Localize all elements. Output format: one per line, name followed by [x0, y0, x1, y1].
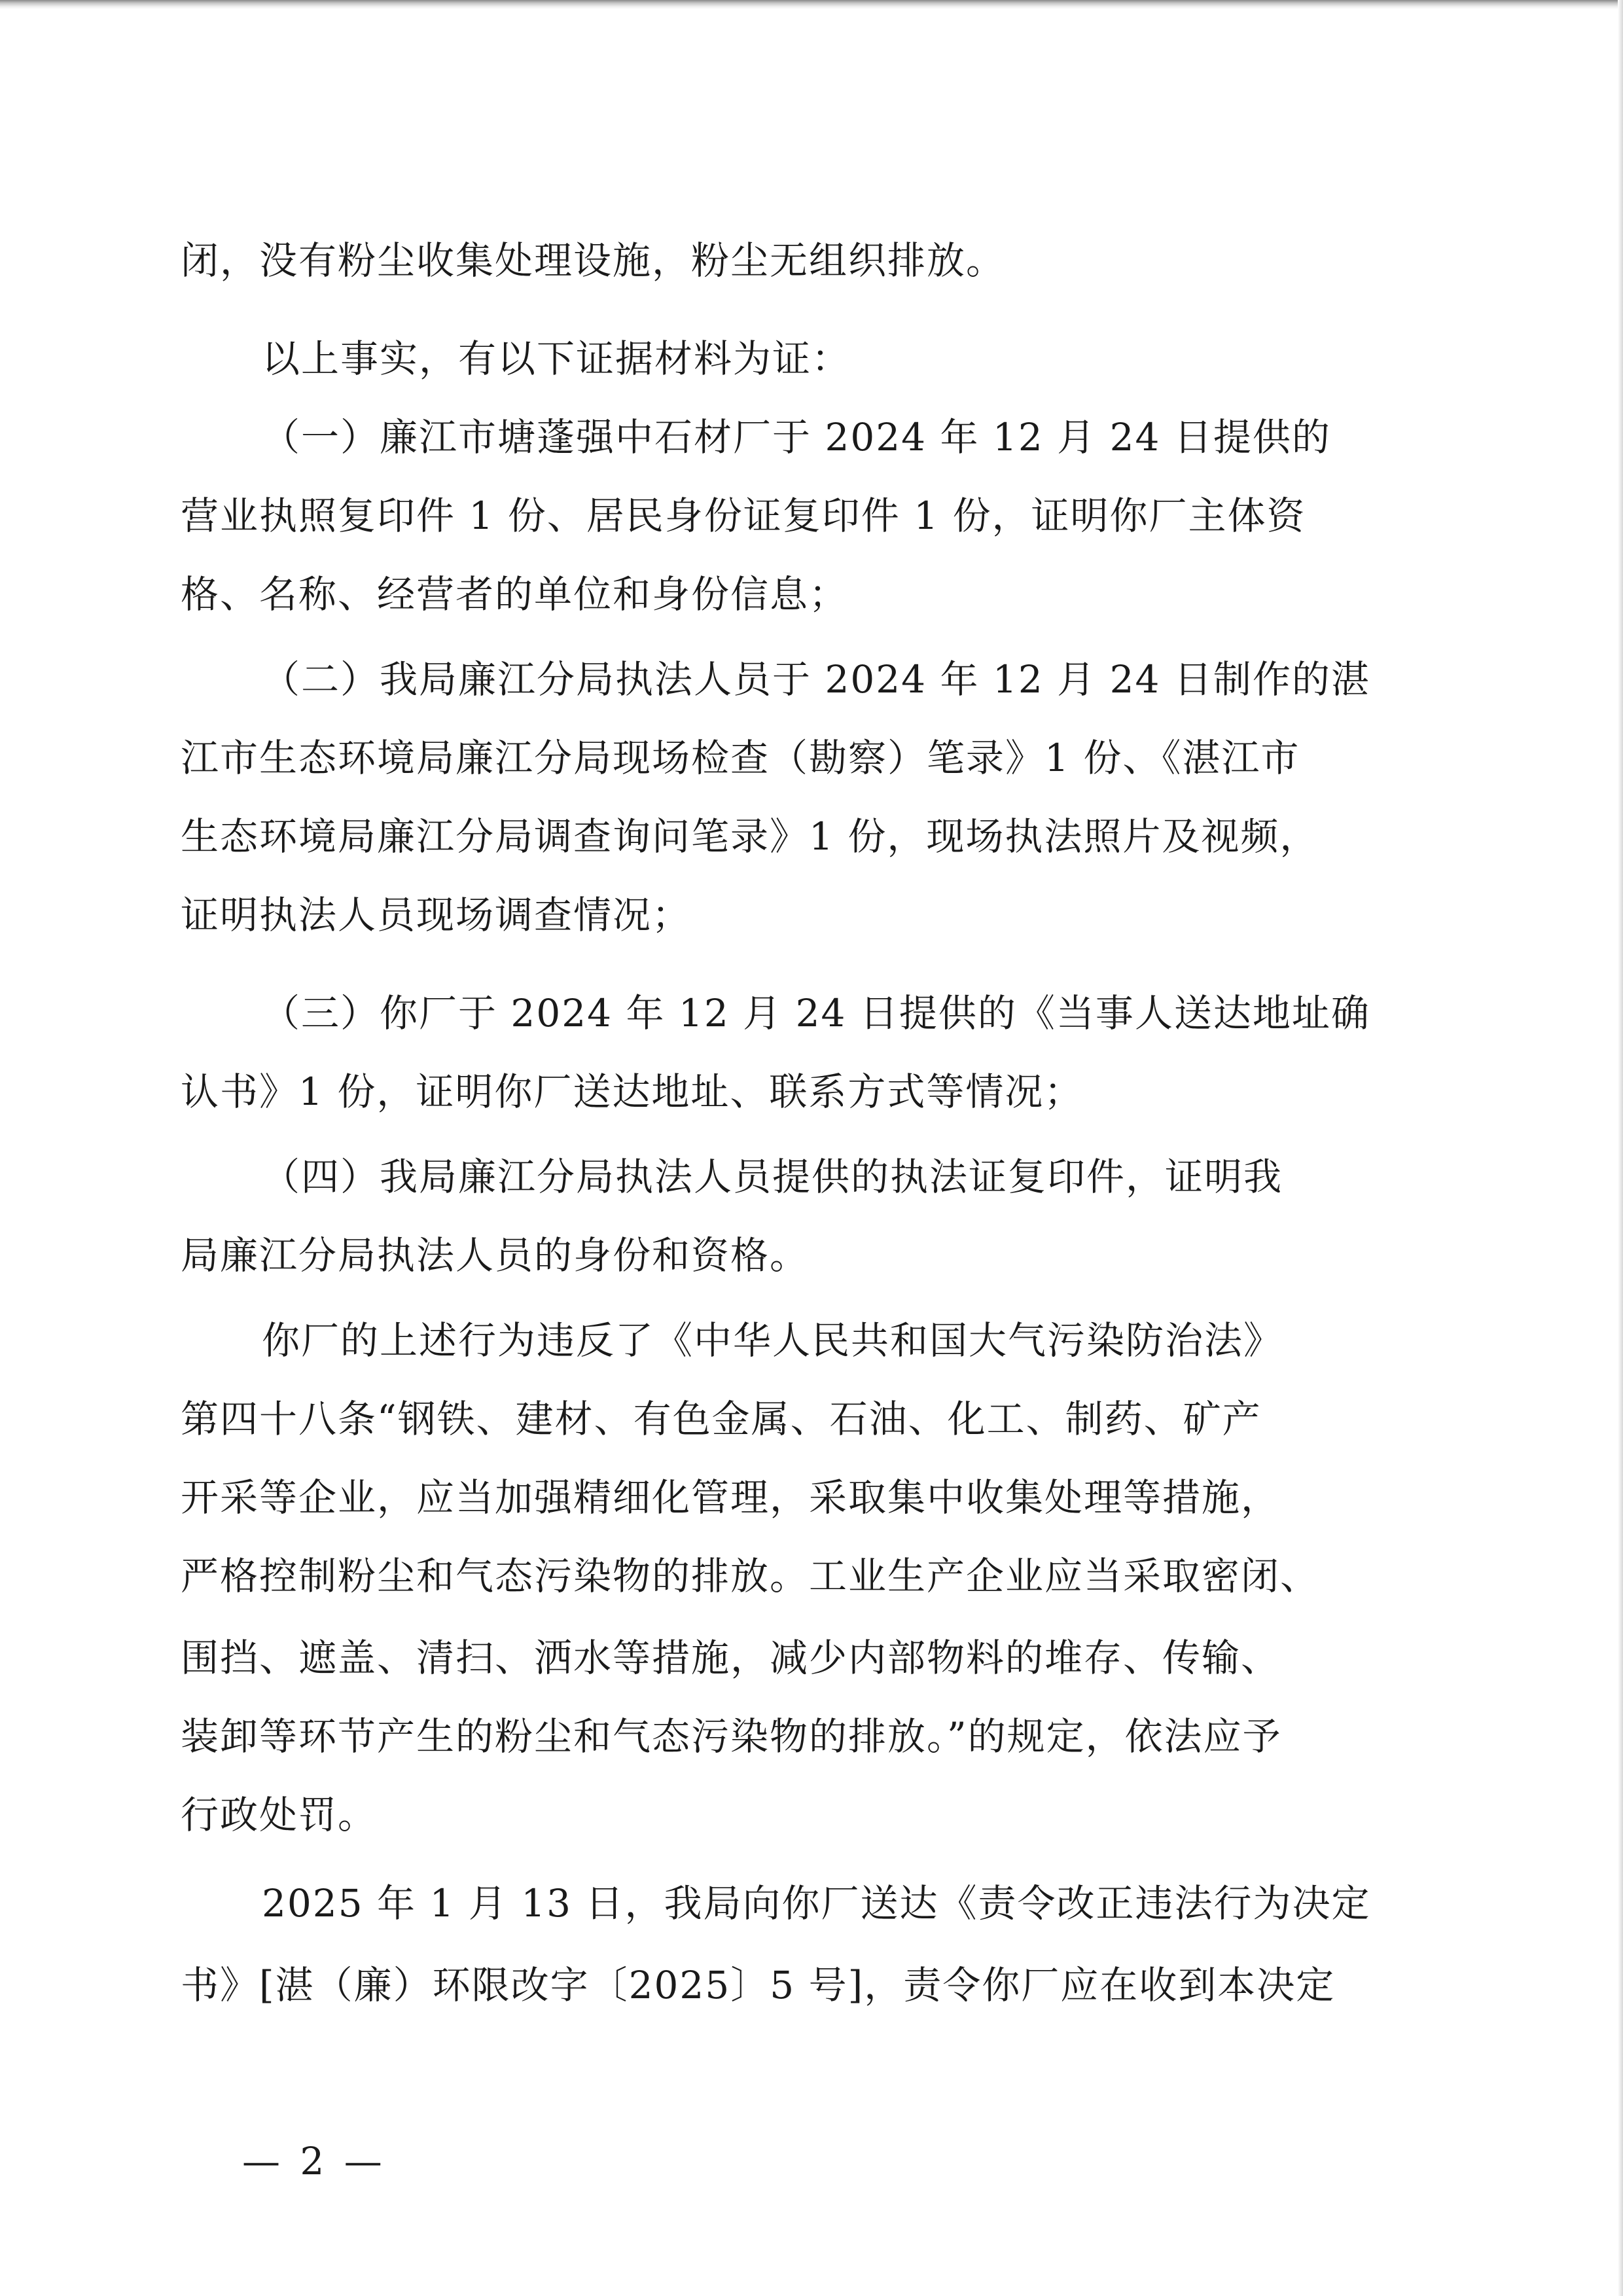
text-line: 开采等企业，应当加强精细化管理，采取集中收集处理等措施， [181, 1475, 1281, 1520]
text-line: 第四十八条“钢铁、建材、有色金属、石油、化工、制药、矿产 [181, 1397, 1262, 1441]
text-line: 闭，没有粉尘收集处理设施，粉尘无组织排放。 [181, 238, 1006, 283]
text-line: 严格控制粉尘和气态污染物的排放。工业生产企业应当采取密闭、 [181, 1554, 1320, 1598]
text-line: 生态环境局廉江分局调查询问笔录》1 份，现场执法照片及视频， [181, 814, 1319, 859]
text-line: 认书》1 份，证明你厂送达地址、联系方式等情况； [181, 1069, 1084, 1114]
text-line: 证明执法人员现场调查情况； [181, 893, 692, 937]
text-line: 装卸等环节产生的粉尘和气态污染物的排放。”的规定，依法应予 [181, 1714, 1282, 1759]
text-line: （一）廉江市塘蓬强中石材厂于 2024 年 12 月 24 日提供的 [262, 415, 1331, 459]
text-line: 围挡、遮盖、清扫、洒水等措施，减少内部物料的堆存、传输、 [181, 1636, 1281, 1680]
text-line: 局廉江分局执法人员的身份和资格。 [181, 1233, 810, 1278]
text-line: 格、名称、经营者的单位和身份信息； [181, 572, 849, 617]
scan-edge-top [0, 0, 1623, 9]
text-line: （四）我局廉江分局执法人员提供的执法证复印件，证明我 [262, 1155, 1283, 1199]
page-number: — 2 — [242, 2139, 386, 2183]
text-line: 2025 年 1 月 13 日，我局向你厂送达《责令改正违法行为决定 [262, 1881, 1371, 1926]
text-line: 你厂的上述行为违反了《中华人民共和国大气污染防治法》 [262, 1318, 1283, 1363]
text-line: 以上事实，有以下证据材料为证： [262, 336, 851, 381]
text-line: 营业执照复印件 1 份、居民身份证复印件 1 份，证明你厂主体资 [181, 493, 1306, 538]
text-line: 行政处罚。 [181, 1793, 378, 1837]
text-line: 江市生态环境局廉江分局现场检查（勘察）笔录》1 份、《湛江市 [181, 736, 1300, 780]
text-line: 书》[湛（廉）环限改字〔2025〕5 号]，责令你厂应在收到本决定 [181, 1963, 1336, 2007]
scan-edge-right [1618, 0, 1623, 2296]
text-line: （三）你厂于 2024 年 12 月 24 日提供的《当事人送达地址确 [262, 991, 1370, 1035]
text-line: （二）我局廉江分局执法人员于 2024 年 12 月 24 日制作的湛 [262, 657, 1370, 702]
